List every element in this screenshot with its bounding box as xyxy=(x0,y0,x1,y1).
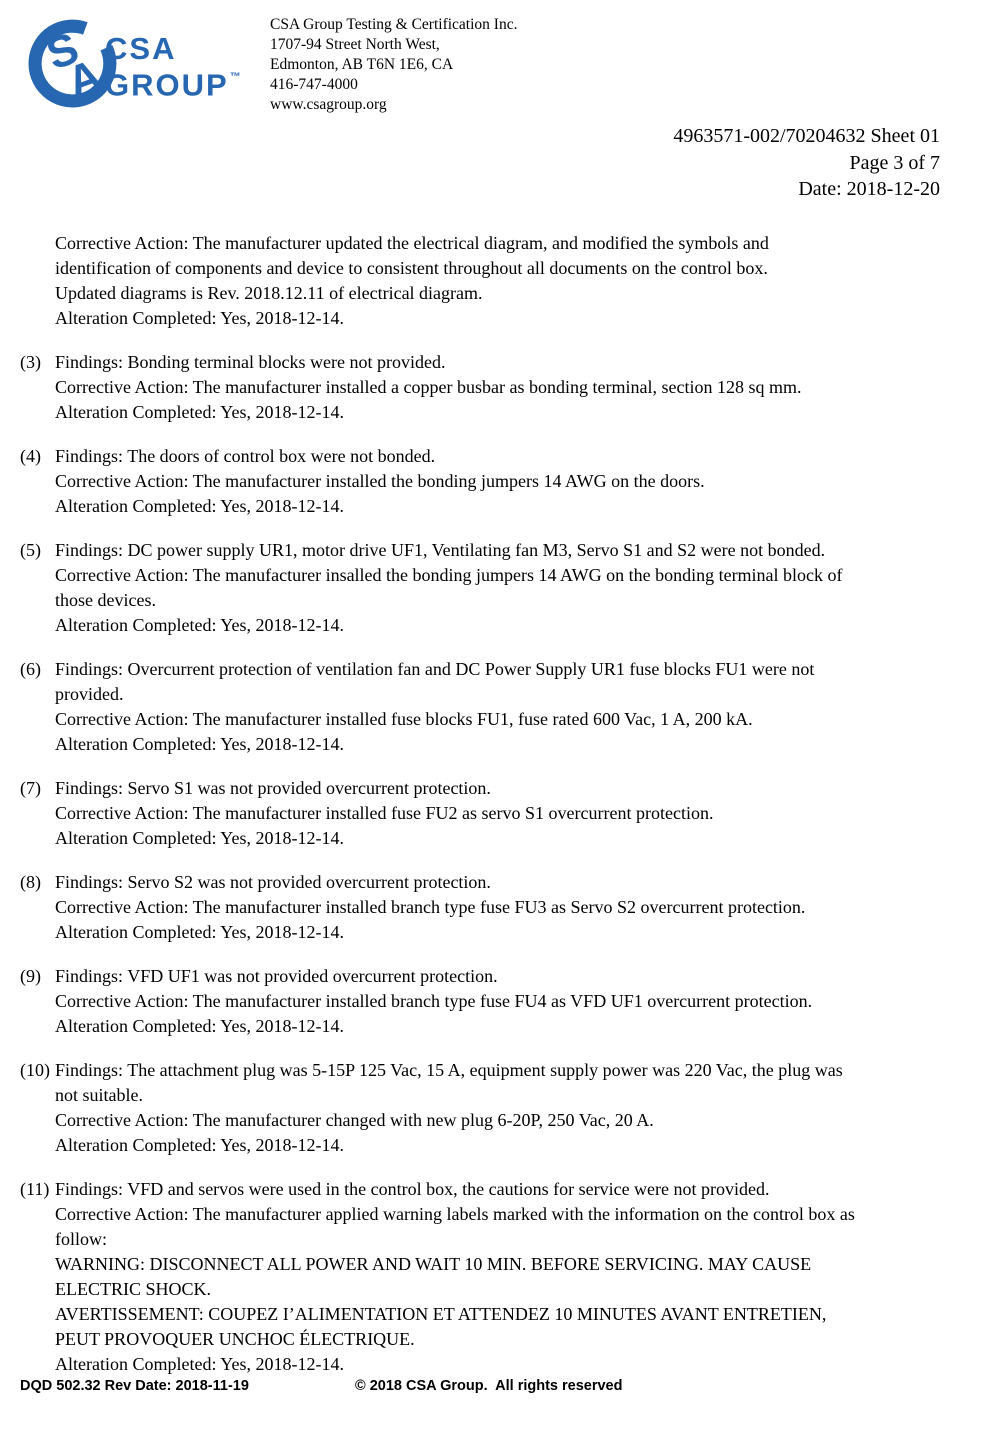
item-line: Alteration Completed: Yes, 2018-12-14. xyxy=(55,734,344,754)
footer-doc-id: DQD 502.32 Rev Date: 2018-11-19 xyxy=(20,1378,249,1394)
company-name: CSA Group Testing & Certification Inc. xyxy=(270,16,518,33)
item-marker: (3) xyxy=(20,352,41,372)
item-marker: (7) xyxy=(20,778,41,798)
item-line: Corrective Action: The manufacturer applied warning labels marked with the information on the control box as xyxy=(55,1204,855,1224)
finding-item-8 xyxy=(20,870,950,945)
item-line: Alteration Completed: Yes, 2018-12-14. xyxy=(55,828,344,848)
item-line: Corrective Action: The manufacturer insalled the bonding jumpers 14 AWG on the bonding terminal block of xyxy=(55,565,843,585)
finding-item-2-continuation xyxy=(20,231,950,331)
item-line: Alteration Completed: Yes, 2018-12-14. xyxy=(55,496,344,516)
page-number: Page 3 of 7 xyxy=(849,151,940,174)
csa-wordmark-line2 xyxy=(105,65,240,101)
item-line: Findings: Servo S2 was not provided overcurrent protection. xyxy=(55,872,491,892)
item-line: Corrective Action: The manufacturer installed the bonding jumpers 14 AWG on the doors. xyxy=(55,471,705,491)
finding-item-11 xyxy=(20,1177,950,1377)
finding-item-4 xyxy=(20,444,950,519)
item-line: Corrective Action: The manufacturer updated the electrical diagram, and modified the symbols and xyxy=(55,233,769,253)
item-line: Alteration Completed: Yes, 2018-12-14. xyxy=(55,308,344,328)
item-line: Alteration Completed: Yes, 2018-12-14. xyxy=(55,1135,344,1155)
item-line: Updated diagrams is Rev. 2018.12.11 of electrical diagram. xyxy=(55,283,483,303)
item-line: Alteration Completed: Yes, 2018-12-14. xyxy=(55,1354,344,1374)
item-line: follow: xyxy=(55,1229,107,1249)
csa-wordmark-line1: CSA xyxy=(105,31,177,66)
address-city: Edmonton, AB T6N 1E6, CA xyxy=(270,56,454,73)
item-marker: (8) xyxy=(20,872,41,892)
finding-item-3 xyxy=(20,350,950,425)
trademark-symbol: ™ xyxy=(229,71,241,83)
finding-item-9 xyxy=(20,964,950,1039)
csa-emblem-s: S xyxy=(40,23,86,80)
item-line: Alteration Completed: Yes, 2018-12-14. xyxy=(55,615,344,635)
item-line: AVERTISSEMENT: COUPEZ I’ALIMENTATION ET ATTENDEZ 10 MINUTES AVANT ENTRETIEN, xyxy=(55,1304,827,1324)
item-marker: (11) xyxy=(20,1179,50,1199)
findings-list xyxy=(20,231,950,1377)
footer-copyright: © 2018 CSA Group. All rights reserved xyxy=(355,1378,623,1394)
item-line: Findings: VFD and servos were used in the control box, the cautions for service were not provided. xyxy=(55,1179,770,1199)
document-reference-block xyxy=(673,123,940,203)
finding-item-7 xyxy=(20,776,950,851)
item-line: Corrective Action: The manufacturer installed branch type fuse FU4 as VFD UF1 overcurrent protection. xyxy=(55,991,813,1011)
item-marker: (10) xyxy=(20,1060,50,1080)
item-line: Findings: The attachment plug was 5-15P 125 Vac, 15 A, equipment supply power was 220 Vac, the plug was xyxy=(55,1060,843,1080)
item-marker: (9) xyxy=(20,966,41,986)
csa-wordmark-group: GROUP xyxy=(105,67,229,103)
item-line: not suitable. xyxy=(55,1085,143,1105)
item-line: Findings: Bonding terminal blocks were not provided. xyxy=(55,352,446,372)
item-marker: (4) xyxy=(20,446,41,466)
item-line: those devices. xyxy=(55,590,156,610)
item-line: Corrective Action: The manufacturer installed fuse blocks FU1, fuse rated 600 Vac, 1 A, 200 kA. xyxy=(55,709,753,729)
website-url: www.csagroup.org xyxy=(270,96,387,113)
item-line: Findings: The doors of control box were not bonded. xyxy=(55,446,436,466)
phone-number: 416-747-4000 xyxy=(270,76,358,93)
finding-item-5 xyxy=(20,538,950,638)
item-line: identification of components and device to consistent throughout all documents on the control box. xyxy=(55,258,768,278)
item-marker: (5) xyxy=(20,540,41,560)
item-marker: (6) xyxy=(20,659,41,679)
item-line: Findings: Overcurrent protection of ventilation fan and DC Power Supply UR1 fuse blocks FU1 were not xyxy=(55,659,815,679)
company-address-block xyxy=(270,15,517,115)
item-line: Findings: DC power supply UR1, motor drive UF1, Ventilating fan M3, Servo S1 and S2 were not bonded. xyxy=(55,540,826,560)
csa-emblem-a: A xyxy=(61,50,109,108)
item-line: Corrective Action: The manufacturer installed fuse FU2 as servo S1 overcurrent protection. xyxy=(55,803,714,823)
item-line: ELECTRIC SHOCK. xyxy=(55,1279,212,1299)
item-line: Alteration Completed: Yes, 2018-12-14. xyxy=(55,402,344,422)
item-line: provided. xyxy=(55,684,124,704)
csa-wordmark xyxy=(105,33,240,101)
finding-item-6 xyxy=(20,657,950,757)
document-date: Date: 2018-12-20 xyxy=(798,178,940,200)
page-footer xyxy=(20,1378,978,1400)
address-street: 1707-94 Street North West, xyxy=(270,36,440,53)
item-line: Alteration Completed: Yes, 2018-12-14. xyxy=(55,1016,344,1036)
item-line: Corrective Action: The manufacturer changed with new plug 6-20P, 250 Vac, 20 A. xyxy=(55,1110,654,1130)
item-line: Alteration Completed: Yes, 2018-12-14. xyxy=(55,922,344,942)
item-line: Findings: VFD UF1 was not provided overcurrent protection. xyxy=(55,966,498,986)
item-line: Findings: Servo S1 was not provided overcurrent protection. xyxy=(55,778,491,798)
item-line: Corrective Action: The manufacturer installed a copper busbar as bonding terminal, section 128 sq mm. xyxy=(55,377,802,397)
item-line: PEUT PROVOQUER UNCHOC ÉLECTRIQUE. xyxy=(55,1329,415,1349)
item-line: WARNING: DISCONNECT ALL POWER AND WAIT 10 MIN. BEFORE SERVICING. MAY CAUSE xyxy=(55,1254,812,1274)
finding-item-10 xyxy=(20,1058,950,1158)
item-line: Corrective Action: The manufacturer installed branch type fuse FU3 as Servo S2 overcurrent protection. xyxy=(55,897,806,917)
sheet-reference: 4963571-002/70204632 Sheet 01 xyxy=(673,125,940,147)
